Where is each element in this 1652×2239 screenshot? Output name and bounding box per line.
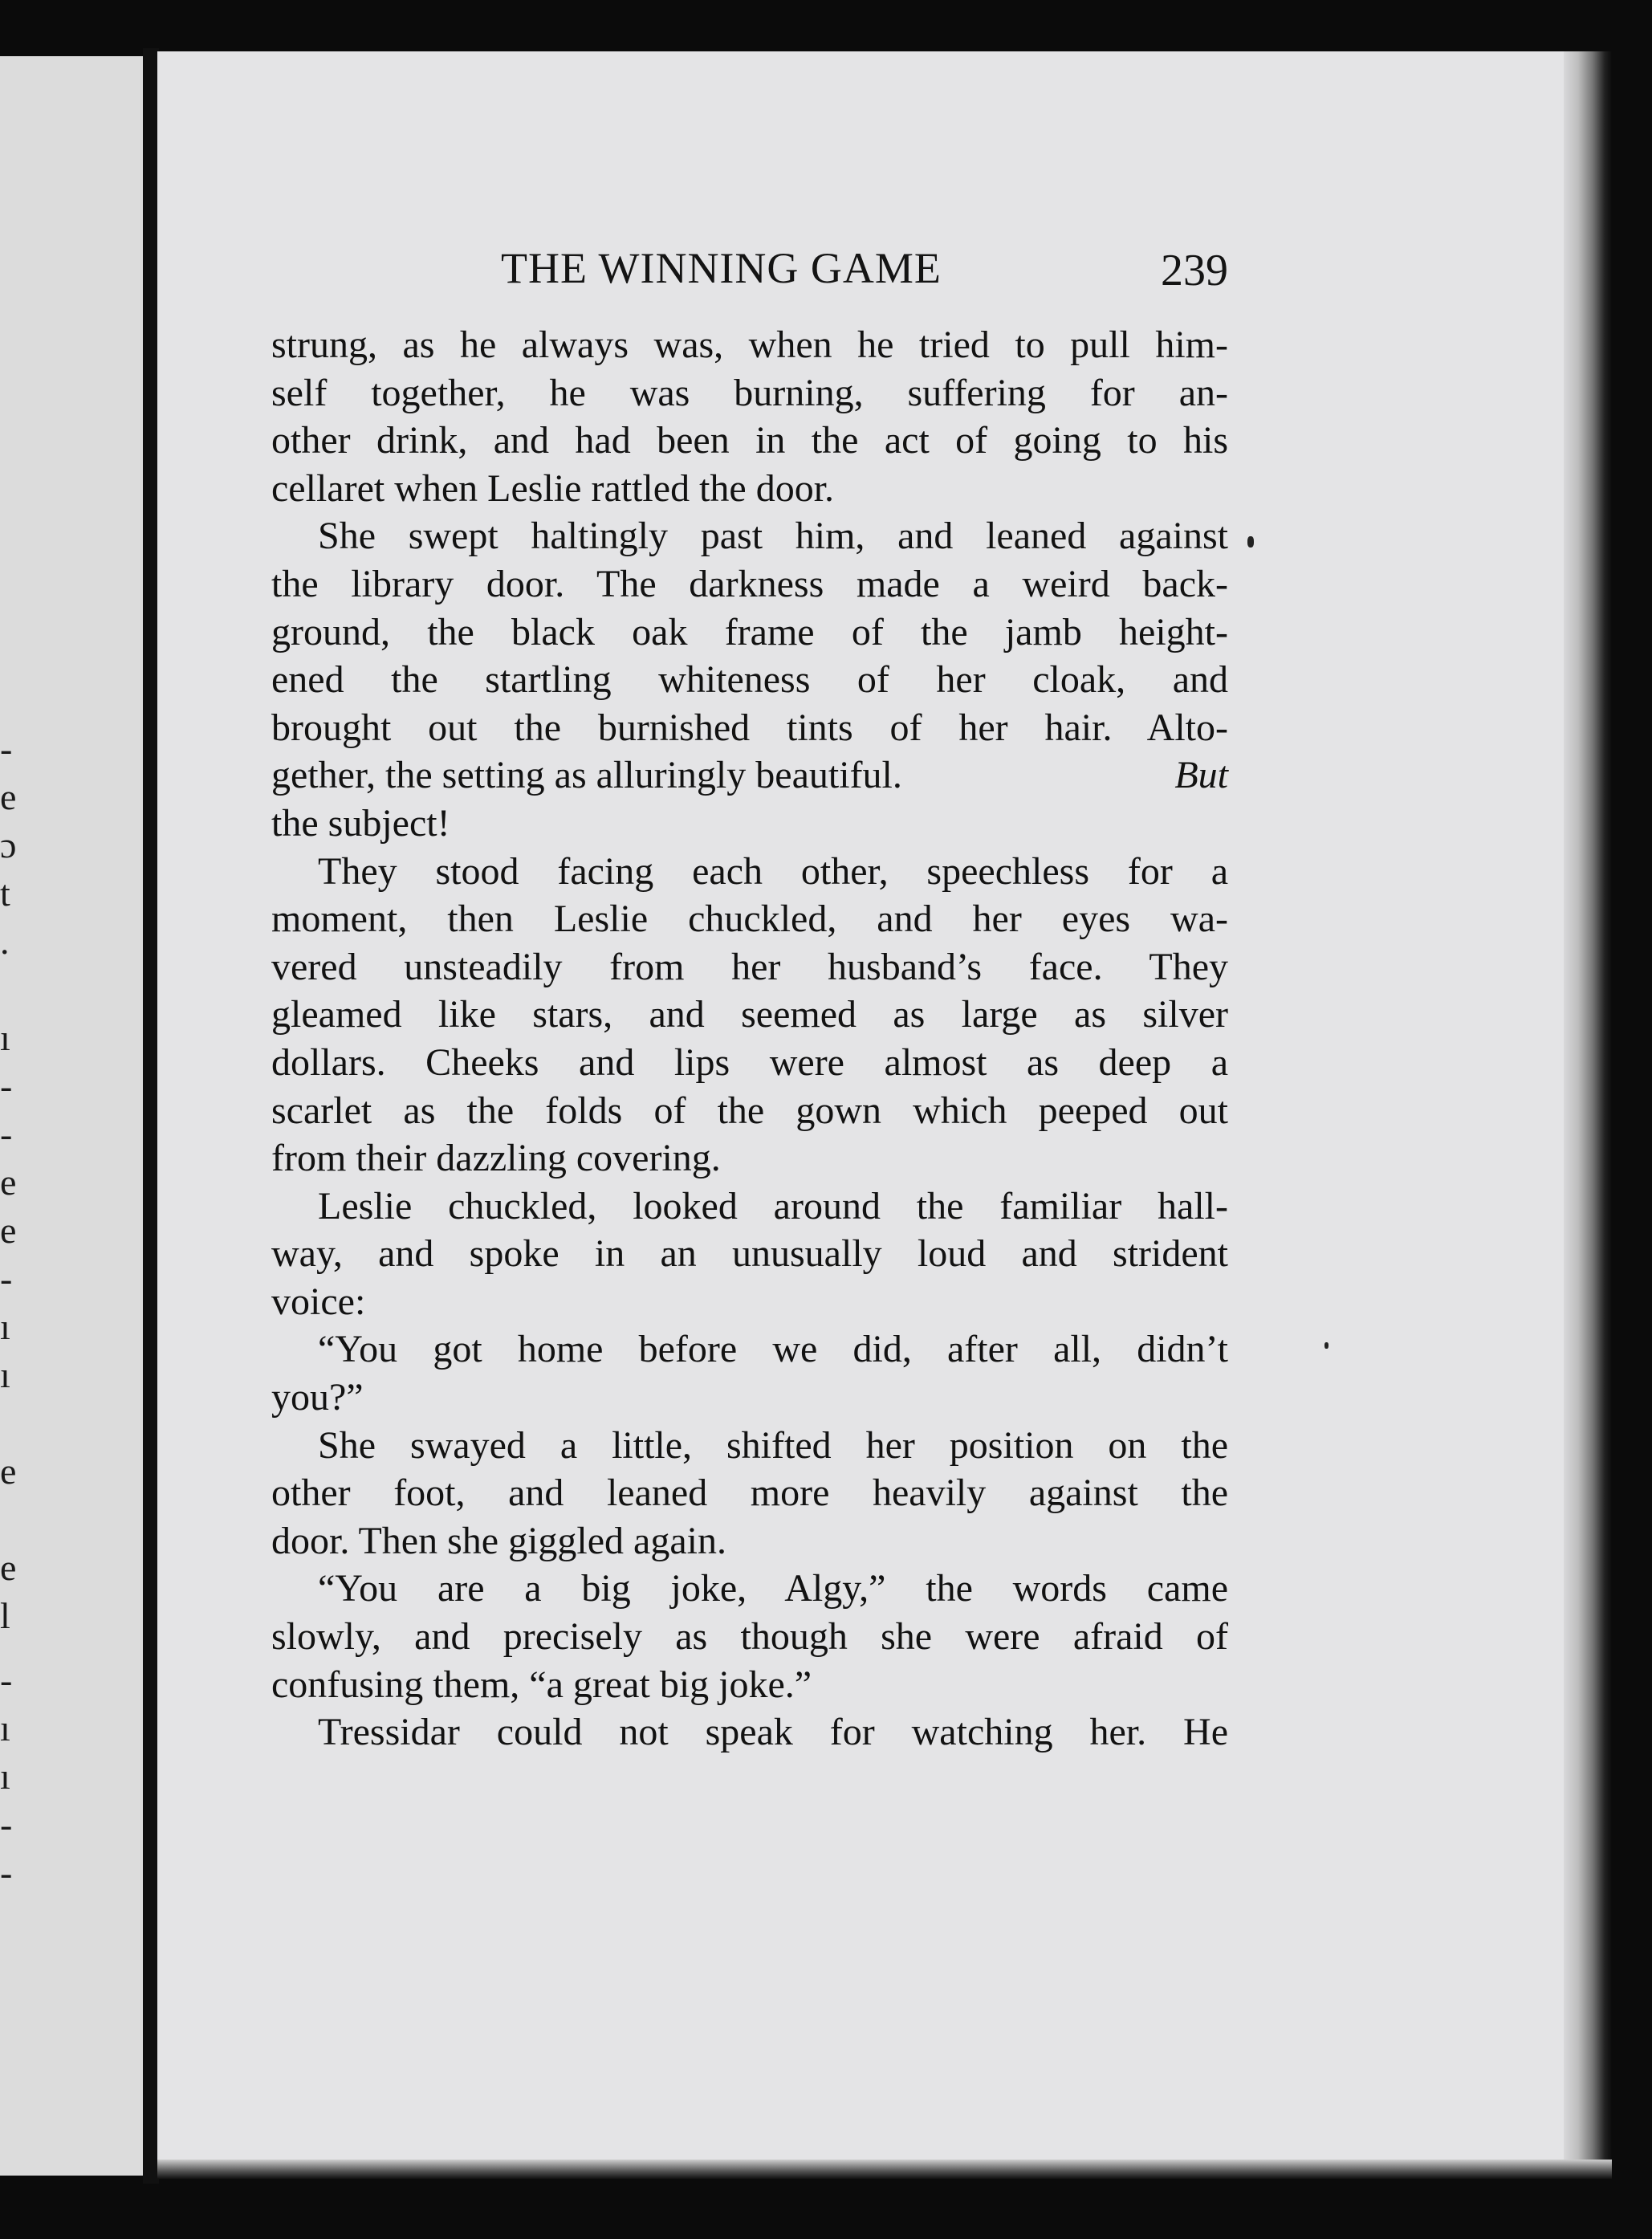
- fragment: e: [0, 1210, 17, 1251]
- text-line: [271, 751, 1228, 800]
- text-line: door. Then she giggled again.: [271, 1519, 726, 1562]
- text-line: ened the startling whiteness of her cloak, and: [271, 658, 1228, 702]
- text-line: scarlet as the folds of the gown which peeped out: [271, 1089, 1228, 1132]
- fragment: e: [0, 1451, 17, 1492]
- fragment: ı: [0, 1708, 10, 1748]
- text-line: Leslie chuckled, looked around the familiar hall-: [318, 1184, 1228, 1227]
- text-line: slowly, and precisely as though she were afraid of: [271, 1615, 1228, 1659]
- body-text: [271, 321, 1228, 1757]
- previous-page-edge: [0, 56, 146, 2176]
- fragment: ı: [0, 1306, 10, 1347]
- fragment: -: [0, 1659, 13, 1700]
- text-line: from their dazzling covering.: [271, 1137, 721, 1180]
- italic-word: But: [1174, 754, 1228, 797]
- text-line-segment: gether, the setting as alluringly beautiful.: [271, 754, 902, 797]
- text-line: other foot, and leaned more heavily against the: [271, 1472, 1228, 1515]
- fragment: l: [0, 1595, 10, 1636]
- fragment: e: [0, 776, 17, 817]
- fragment: e: [0, 1162, 17, 1203]
- text-line: self together, he was burning, suffering for an-: [271, 371, 1228, 414]
- text-line: She swept haltingly past him, and leaned against: [318, 515, 1228, 558]
- text-line: cellaret when Leslie rattled the door.: [271, 466, 835, 510]
- fragment: -: [0, 1852, 13, 1893]
- fragment: ı: [0, 1354, 10, 1395]
- text-line: Tressidar could not speak for watching her. He: [318, 1711, 1228, 1754]
- stray-ink-mark: [1247, 536, 1254, 548]
- fragment: -: [0, 1065, 13, 1106]
- running-title: THE WINNING GAME: [501, 244, 942, 292]
- running-header: [273, 243, 1228, 299]
- text-line: ground, the black oak frame of the jamb height-: [271, 610, 1228, 653]
- fragment: t: [0, 873, 10, 914]
- text-line: the library door. The darkness made a weird back-: [271, 562, 1228, 605]
- text-line: vered unsteadily from her husband’s face. They: [271, 945, 1228, 988]
- text-line: the subject!: [271, 801, 450, 845]
- text-line: moment, then Leslie chuckled, and her eyes wa-: [271, 898, 1228, 941]
- text-line: voice:: [271, 1280, 366, 1323]
- fragment: e: [0, 1547, 17, 1588]
- page-right-edge: [1564, 51, 1612, 2171]
- text-line: “You are a big joke, Algy,” the words came: [318, 1567, 1228, 1610]
- text-line: dollars. Cheeks and lips were almost as deep a: [271, 1040, 1228, 1084]
- fragment: -: [0, 1113, 13, 1154]
- fragment: -: [0, 1258, 13, 1299]
- text-line: confusing them, “a great big joke.”: [271, 1663, 812, 1706]
- page-number: 239: [1161, 246, 1228, 295]
- text-line: “You got home before we did, after all, didn’t: [318, 1328, 1228, 1371]
- text-line: strung, as he always was, when he tried to pull him-: [271, 324, 1228, 366]
- text-line: brought out the burnished tints of her hair. Alto-: [271, 706, 1228, 749]
- text-line: you?”: [271, 1376, 364, 1419]
- text-line: gleamed like stars, and seemed as large as silver: [271, 993, 1228, 1036]
- text-line: way, and spoke in an unusually loud and strident: [271, 1232, 1228, 1276]
- fragment: ı: [0, 1017, 10, 1058]
- fragment: -: [0, 1804, 13, 1845]
- text-line: She swayed a little, shifted her position on the: [318, 1423, 1228, 1467]
- fragment: .: [0, 921, 10, 962]
- fragment: ı: [0, 1756, 10, 1797]
- fragment: -: [0, 728, 13, 769]
- fragment: ɔ: [0, 824, 17, 865]
- text-line: other drink, and had been in the act of going to his: [271, 419, 1228, 462]
- book-gutter: [143, 48, 159, 2184]
- text-line: They stood facing each other, speechless for a: [318, 849, 1228, 893]
- page-bottom-edge: [157, 2160, 1612, 2179]
- stray-ink-mark: [1324, 1342, 1329, 1349]
